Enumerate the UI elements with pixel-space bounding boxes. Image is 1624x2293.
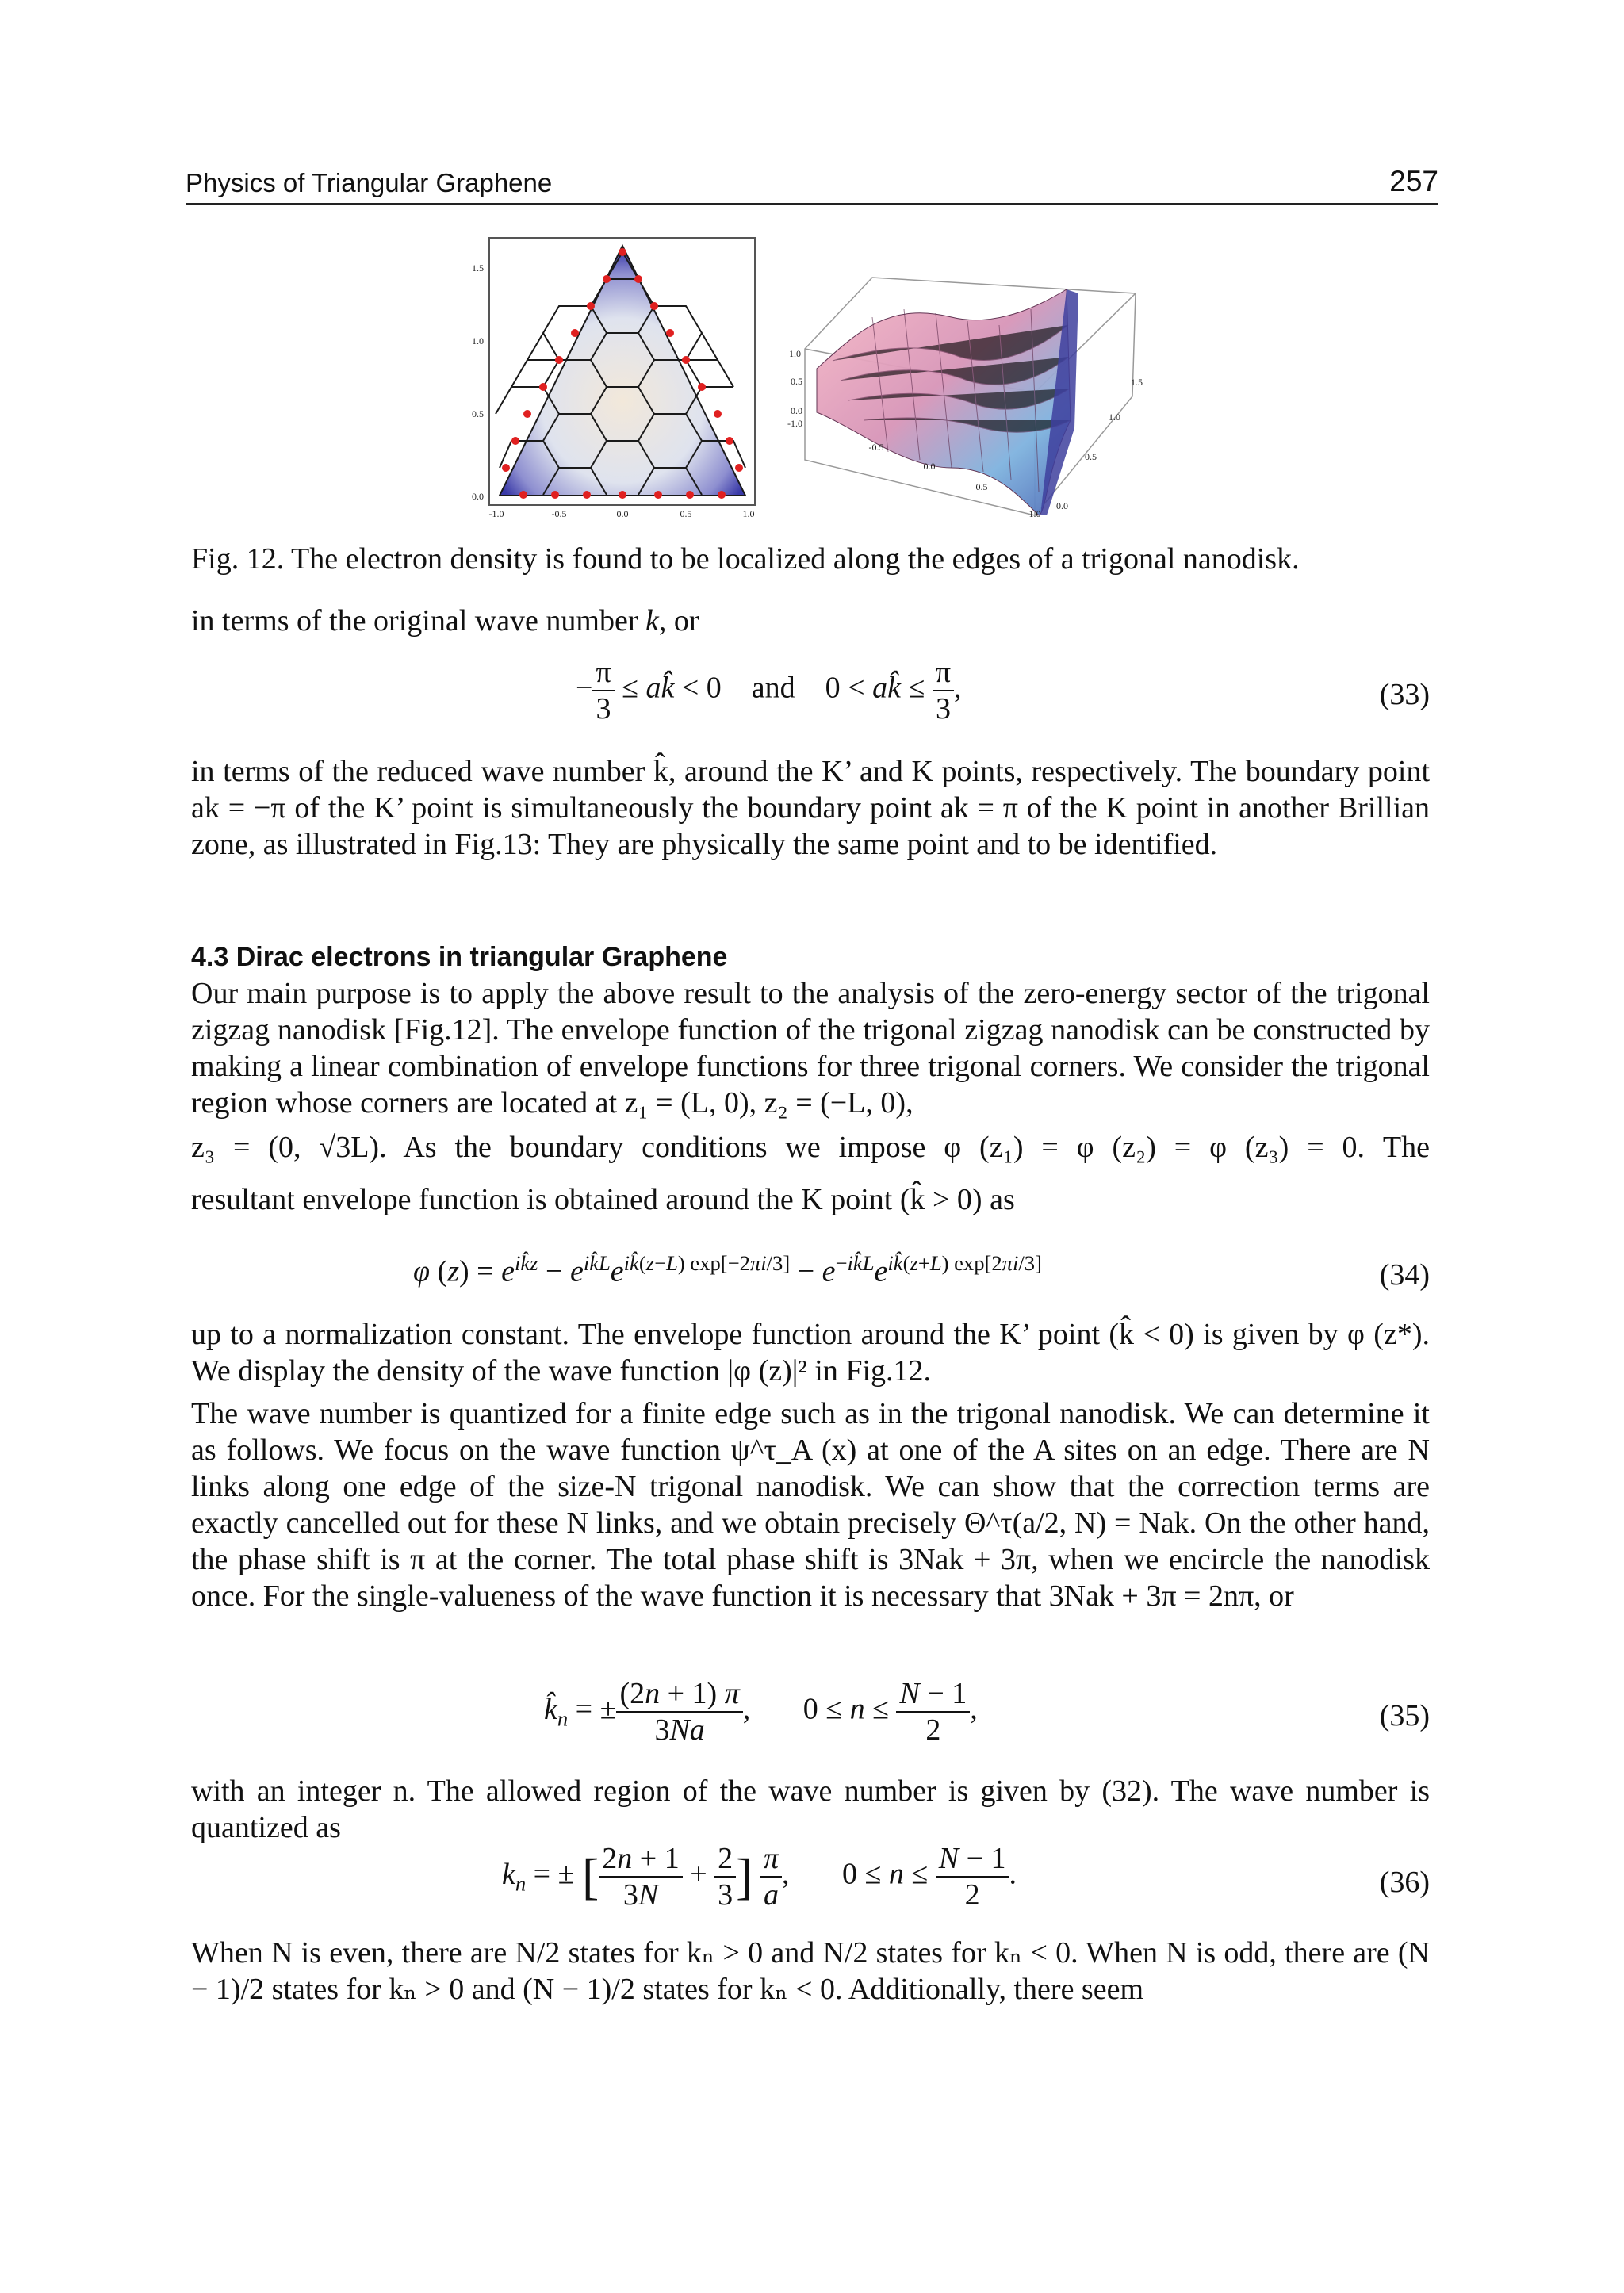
equation-36-body: $k_n$ = ± [ $\frac{2n + 1}{3N}$ + $\frac{2}{3}$ ] $\frac{\pi}{a}$ , 0 ≤ n ≤ $\frac{N - 1}{2}$ . [502, 1842, 1017, 1912]
paragraph [191, 603, 1430, 639]
y-tick: 1.5 [472, 262, 484, 274]
x-tick: -0.5 [551, 508, 567, 519]
figure-12-graphics [444, 230, 1205, 531]
paragraph-text: Our main purpose is to apply the above result to the analysis of the zero-energy sector of the trigonal zigzag nanodisk [Fig.12]. The envelope function of the trigonal zigzag nanodisk can be constructed by making a linear combination of envelope functions for three trigonal corners. We consider the trigonal region whose corners are located at z₁ = (L, 0), z₂ = (−L, 0), [191, 977, 1430, 1120]
y-tick: 1.0 [472, 335, 484, 346]
x-tick: -1.0 [787, 418, 802, 429]
x-tick: -0.5 [868, 442, 884, 453]
density-triangle-plot [472, 238, 755, 519]
x-tick: 0.0 [923, 461, 936, 472]
density-surface-plot [787, 278, 1143, 519]
paragraph [191, 1773, 1430, 1846]
x-tick: 0.0 [616, 508, 629, 519]
y-tick: 0.0 [472, 491, 484, 502]
paragraph-text: up to a normalization constant. The envelope function around the K’ point (k̂ < 0) is given by φ (z*). We display the density of the wave function |φ (z)|² in Fig.12. [191, 1318, 1430, 1388]
x-tick: 1.0 [1028, 508, 1041, 519]
z-tick: 0.0 [791, 405, 802, 416]
equation-number: (34) [1379, 1258, 1430, 1292]
x-tick: -1.0 [488, 508, 504, 519]
z-tick: 0.5 [791, 376, 802, 387]
equation-35-body: $k̂_n$ = ± $\frac{(2n + 1) \pi}{3Na}$ , 0 ≤ n ≤ $\frac{N - 1}{2}$ , [544, 1677, 978, 1747]
x-tick: 0.5 [680, 508, 692, 519]
equation-number: (33) [1379, 678, 1430, 711]
y-tick: 1.5 [1131, 377, 1143, 388]
equation-number: (35) [1379, 1699, 1430, 1732]
y-tick: 0.5 [472, 408, 484, 419]
paragraph-text: When N is even, there are N/2 states for kₙ > 0 and N/2 states for kₙ < 0. When N is odd, there are (N − 1)/2 states for kₙ > 0 and (N − 1)/2 states for kₙ < 0. Additionally, there seem [191, 1936, 1430, 2006]
paragraph-text: in terms of the reduced wave number k̂, around the K’ and K points, respectively. The boundary point ak = −π of the K’ point is simultaneously the boundary point ak = π of the K point in another Brillian zone, as illustrated in Fig.13: They are physically the same point and to be identified. [191, 755, 1430, 861]
page-number: 257 [1389, 165, 1438, 197]
equation-33-body: − $\frac{\pi}{3}$ ≤ ak̂ < 0 and 0 < ak̂ ≤ $\frac{\pi}{3}$ , [576, 656, 962, 725]
paragraph-text: z₃ = (0, √3L). As the boundary conditions we impose φ (z₁) = φ (z₂) = φ (z₃) = 0. The [191, 1131, 1430, 1164]
y-tick: 1.0 [1109, 412, 1120, 423]
paragraph-text: in terms of the original wave number k, or [191, 604, 699, 637]
y-tick: 0.0 [1056, 500, 1068, 511]
paragraph-continued [191, 1129, 1430, 1166]
equation-36 [191, 1841, 1430, 1920]
paragraph-text: resultant envelope function is obtained around the K point (k̂ > 0) as [191, 1183, 1015, 1216]
equation-number: (36) [1379, 1866, 1430, 1899]
paragraph [191, 975, 1430, 1121]
paragraph-text: with an integer n. The allowed region of the wave number is given by (32). The wave number is quantized as [191, 1774, 1430, 1844]
equation-34 [191, 1245, 1430, 1300]
running-title: Physics of Triangular Graphene [186, 168, 553, 197]
paragraph [191, 1935, 1430, 2008]
y-tick: 0.5 [1085, 451, 1097, 462]
paragraph-continued [191, 1181, 1430, 1218]
paragraph [191, 753, 1430, 863]
z-tick: 1.0 [789, 348, 801, 359]
equation-33 [191, 655, 1430, 734]
equation-34-body: φ $(z) = e^{ik̂z} - e^{ik̂L}e^{ik̂(z-L) exp[-2\pi i/3]} - e^{-ik̂L}e^{ik̂(z+L) exp[2\pi i/3]}$ [413, 1251, 1042, 1288]
section-heading: 4.3 Dirac electrons in triangular Graphene [191, 942, 728, 972]
x-tick: 1.0 [742, 508, 755, 519]
figure-12 [444, 230, 1205, 531]
equation-35 [191, 1676, 1430, 1755]
paragraph [191, 1316, 1430, 1389]
paragraph-text: The wave number is quantized for a finite edge such as in the trigonal nanodisk. We can determine it as follows. We focus on the wave function ψ^τ_A (x) at one of the A sites on an edge. There are N links along one edge of the size-N trigonal nanodisk. We can show that the correction terms are exactly cancelled out for these N links, and we obtain precisely Θ^τ(a/2, N) = Nak. On the other hand, the phase shift is π at the corner. The total phase shift is 3Nak + 3π, when we encircle the nanodisk once. For the single-valueness of the wave function it is necessary that 3Nak + 3π = 2nπ, or [191, 1397, 1430, 1613]
x-tick: 0.5 [975, 481, 988, 492]
paragraph [191, 1395, 1430, 1614]
running-head [186, 165, 1438, 205]
figure-caption: Fig. 12. The electron density is found to be localized along the edges of a trigonal nanodisk. [191, 542, 1300, 576]
